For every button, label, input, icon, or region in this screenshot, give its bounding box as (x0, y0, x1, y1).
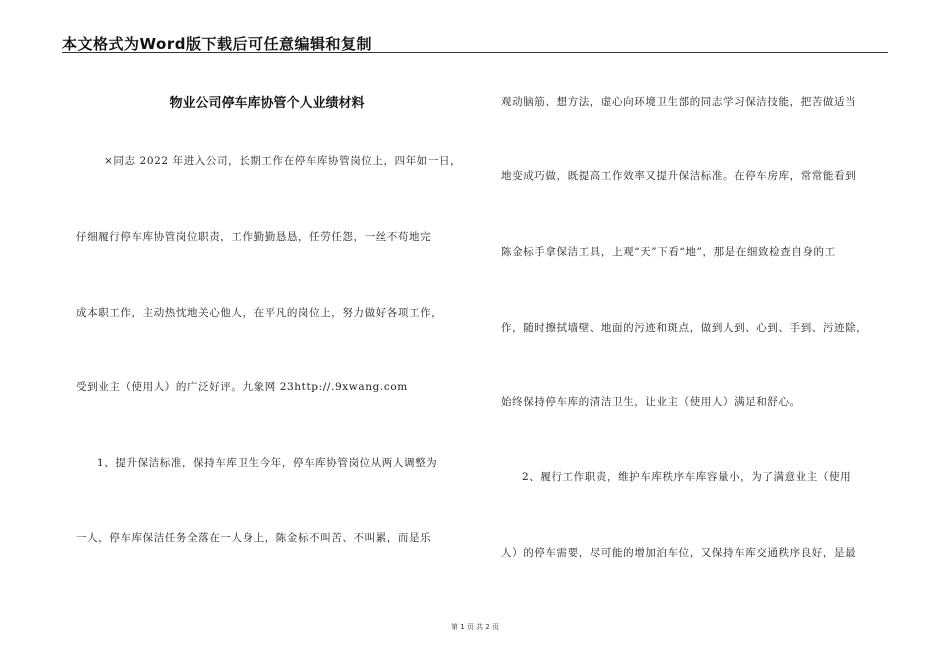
paragraph-line: 作，随时擦拭墙壁、地面的污迹和斑点，做到人到、心到、手到、污迹除， (501, 322, 868, 334)
paragraph-line: 受到业主（使用人）的广泛好评。九象网 23http://.9xwang.com (76, 381, 408, 393)
paragraph-line: 陈金标手拿保洁工具，上观“天”下看“地”，那是在细致检查自身的工 (501, 246, 836, 258)
header-divider (62, 52, 888, 53)
paragraph-line: 地变成巧做，既提高工作效率又提升保洁标准。在停车房库，常常能看到 (501, 170, 857, 182)
paragraph-line: 2、履行工作职责，维护车库秩序车库容量小，为了满意业主（使用 (522, 471, 852, 483)
page-header: 本文格式为Word版下载后可任意编辑和复制 (62, 35, 372, 53)
paragraph-line: 人）的停车需要，尽可能的增加泊车位，又保持车库交通秩序良好，是最 (501, 547, 857, 559)
paragraph-line: 成本职工作，主动热忱地关心他人，在平凡的岗位上，努力做好各项工作， (76, 307, 443, 319)
paragraph-line: 始终保持停车库的清洁卫生，让业主（使用人）满足和舒心。 (501, 396, 801, 408)
paragraph-line: 一人，停车库保洁任务全落在一人身上，陈金标不叫苦、不叫累，而是乐 (76, 532, 432, 544)
page-number: 第 1 页 共 2 页 (450, 623, 500, 631)
paragraph-line: 仔细履行停车库协管岗位职责，工作勤勤恳恳，任劳任怨，一丝不苟地完 (76, 231, 432, 243)
paragraph-line: 1、提升保洁标准，保持车库卫生今年，停车库协管岗位从两人调整为 (97, 457, 438, 469)
document-title: 物业公司停车库协管个人业绩材料 (169, 96, 365, 111)
paragraph-line: ×同志 2022 年进入公司，长期工作在停车库协管岗位上，四年如一日， (104, 155, 462, 167)
paragraph-line: 观动脑筋、想方法，虚心向环境卫生部的同志学习保洁技能，把苦做适当 (501, 96, 857, 108)
